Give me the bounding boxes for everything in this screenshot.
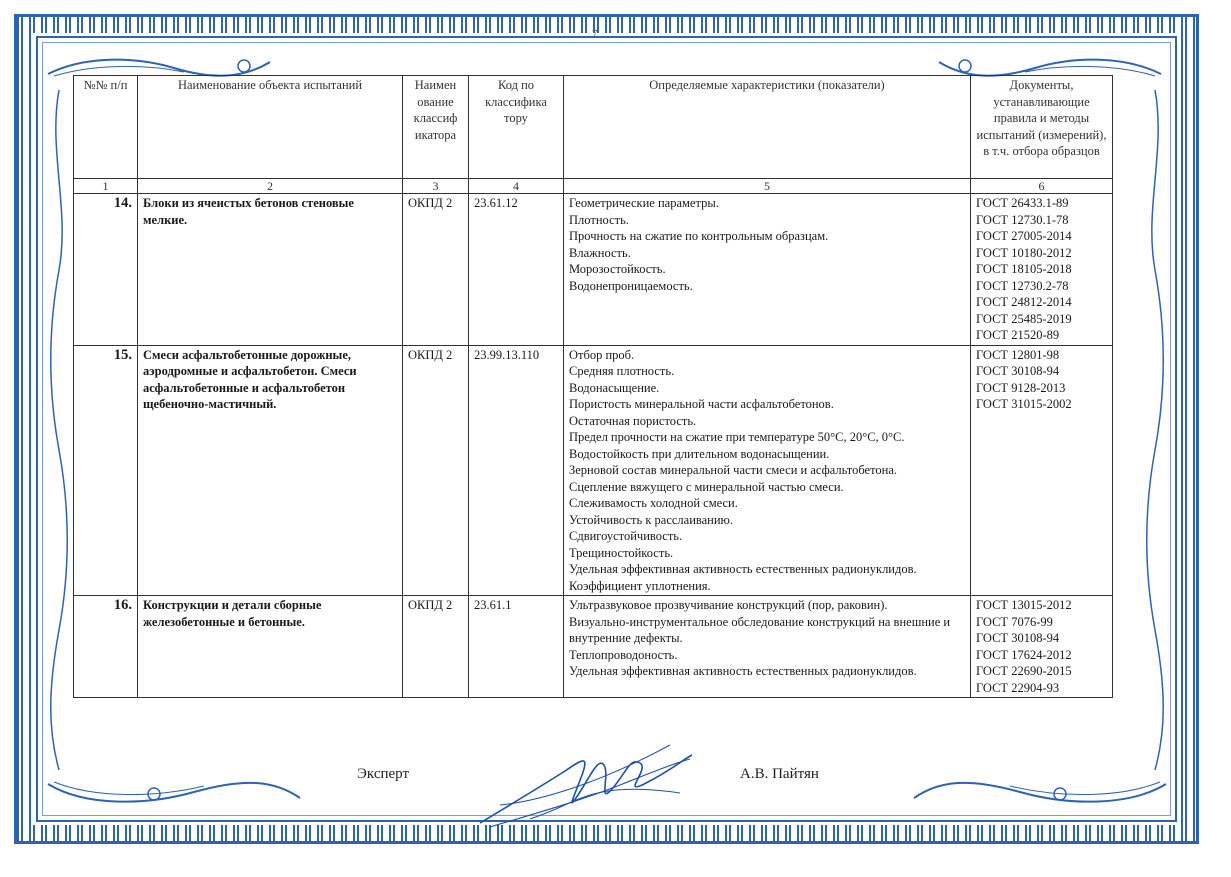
characteristic-item: Прочность на сжатие по контрольным образцам.: [569, 229, 829, 243]
column-number: 4: [469, 179, 564, 194]
classifier: ОКПД 2: [403, 596, 469, 698]
table-row: [74, 345, 1113, 596]
column-number: 3: [403, 179, 469, 194]
table-row: [74, 194, 1113, 346]
document-item: ГОСТ 25485-2019: [976, 311, 1072, 326]
expert-label: Эксперт: [357, 766, 410, 782]
header-number: №№ п/п: [74, 76, 138, 179]
characteristics-cell: [564, 596, 971, 698]
document-item: ГОСТ 12730.1-78: [976, 212, 1069, 227]
header-documents: Документы, устанавливающие правила и методы испытаний (измерений), в т.ч. отбора образцов: [971, 76, 1113, 179]
document-item: ГОСТ 22904-93: [976, 680, 1060, 695]
header-classifier: Наимен ование классиф икатора: [403, 76, 469, 179]
corner-ornament-bottom-right: [910, 776, 1170, 810]
characteristics-cell: [564, 194, 971, 346]
characteristic-item: Предел прочности на сжатие при температуре 50°С, 20°С, 0°С.: [569, 430, 905, 444]
characteristic-item: Устойчивость к расслаиванию.: [569, 512, 734, 527]
characteristic-item: Ультразвуковое прозвучивание конструкций (пор, раковин).: [569, 598, 888, 612]
document-item: ГОСТ 24812-2014: [976, 295, 1072, 309]
accreditation-scope-table: [73, 75, 1113, 698]
document-item: ГОСТ 12730.2-78: [976, 278, 1069, 293]
object-name: Блоки из ячеистых бетонов стеновые мелкие.: [138, 194, 403, 346]
documents-cell: [971, 194, 1113, 346]
document-item: ГОСТ 31015-2002: [976, 397, 1072, 411]
characteristic-item: Удельная эффективная активность естественных радионуклидов.: [569, 562, 917, 576]
side-ornament-right: [1142, 90, 1168, 770]
table-row: [74, 596, 1113, 698]
characteristic-item: Влажность.: [569, 245, 631, 260]
expert-signature: [470, 735, 700, 835]
classifier: ОКПД 2: [403, 194, 469, 346]
document-item: ГОСТ 22690-2015: [976, 664, 1072, 678]
characteristic-item: Теплопроводоность.: [569, 647, 678, 662]
document-item: ГОСТ 18105-2018: [976, 262, 1072, 276]
table-body: [74, 194, 1113, 698]
table-header-row: [74, 76, 1113, 179]
corner-ornament-bottom-left: [44, 776, 304, 810]
characteristic-item: Водонепроницаемость.: [569, 278, 693, 293]
document-item: ГОСТ 13015-2012: [976, 598, 1072, 612]
document-item: ГОСТ 27005-2014: [976, 229, 1072, 243]
page-number: 7: [592, 28, 598, 40]
classifier-code: 23.99.13.110: [469, 345, 564, 596]
characteristic-item: Сцепление вяжущего с минеральной частью смеси.: [569, 479, 844, 494]
document-item: ГОСТ 12801-98: [976, 347, 1060, 362]
document-item: ГОСТ 30108-94: [976, 631, 1060, 645]
characteristic-item: Отбор проб.: [569, 347, 635, 362]
characteristic-item: Геометрические параметры.: [569, 196, 719, 210]
classifier: ОКПД 2: [403, 345, 469, 596]
characteristic-item: Остаточная пористость.: [569, 413, 697, 428]
row-number: 14.: [74, 194, 138, 346]
document-item: ГОСТ 9128-2013: [976, 380, 1066, 395]
characteristic-item: Слеживамость холодной смеси.: [569, 496, 738, 510]
characteristic-item: Визуально-инструментальное обследование конструкций на внешние и внутренние дефекты.: [569, 614, 951, 645]
characteristic-item: Морозостойкость.: [569, 262, 666, 276]
column-number: 2: [138, 179, 403, 194]
document-item: ГОСТ 10180-2012: [976, 245, 1072, 260]
characteristic-item: Удельная эффективная активность естественных радионуклидов.: [569, 664, 917, 678]
row-number: 15.: [74, 345, 138, 596]
header-characteristics: Определяемые характеристики (показатели): [564, 76, 971, 179]
column-number: 6: [971, 179, 1113, 194]
header-object-name: Наименование объекта испытаний: [138, 76, 403, 179]
column-number-row: [74, 179, 1113, 194]
classifier-code: 23.61.1: [469, 596, 564, 698]
document-item: ГОСТ 26433.1-89: [976, 196, 1069, 210]
characteristics-cell: [564, 345, 971, 596]
characteristic-item: Трещиностойкость.: [569, 545, 674, 560]
characteristic-item: Зерновой состав минеральной части смеси и асфальтобетона.: [569, 463, 897, 477]
document-item: ГОСТ 7076-99: [976, 614, 1053, 629]
header-code: Код по классифика тору: [469, 76, 564, 179]
document-item: ГОСТ 21520-89: [976, 328, 1060, 342]
characteristic-item: Водостойкость при длительном водонасыщении.: [569, 446, 830, 461]
document-item: ГОСТ 17624-2012: [976, 647, 1072, 662]
characteristic-item: Водонасыщение.: [569, 380, 660, 395]
characteristic-item: Средняя плотность.: [569, 364, 675, 378]
object-name: Конструкции и детали сборные железобетонные и бетонные.: [138, 596, 403, 698]
document-item: ГОСТ 30108-94: [976, 364, 1060, 378]
row-number: 16.: [74, 596, 138, 698]
characteristic-item: Плотность.: [569, 212, 629, 227]
classifier-code: 23.61.12: [469, 194, 564, 346]
characteristic-item: Сдвигоустойчивость.: [569, 529, 683, 543]
column-number: 1: [74, 179, 138, 194]
characteristic-item: Коэффициент уплотнения.: [569, 578, 711, 593]
characteristic-item: Пористость минеральной части асфальтобетонов.: [569, 397, 834, 411]
object-name: Смеси асфальтобетонные дорожные, аэродромные и асфальтобетон. Смеси асфальтобетонные и асфальтобетон щебеночно-мастичный.: [138, 345, 403, 596]
side-ornament-left: [46, 90, 72, 770]
column-number: 5: [564, 179, 971, 194]
expert-name: А.В. Пайтян: [740, 766, 819, 782]
documents-cell: [971, 596, 1113, 698]
documents-cell: [971, 345, 1113, 596]
